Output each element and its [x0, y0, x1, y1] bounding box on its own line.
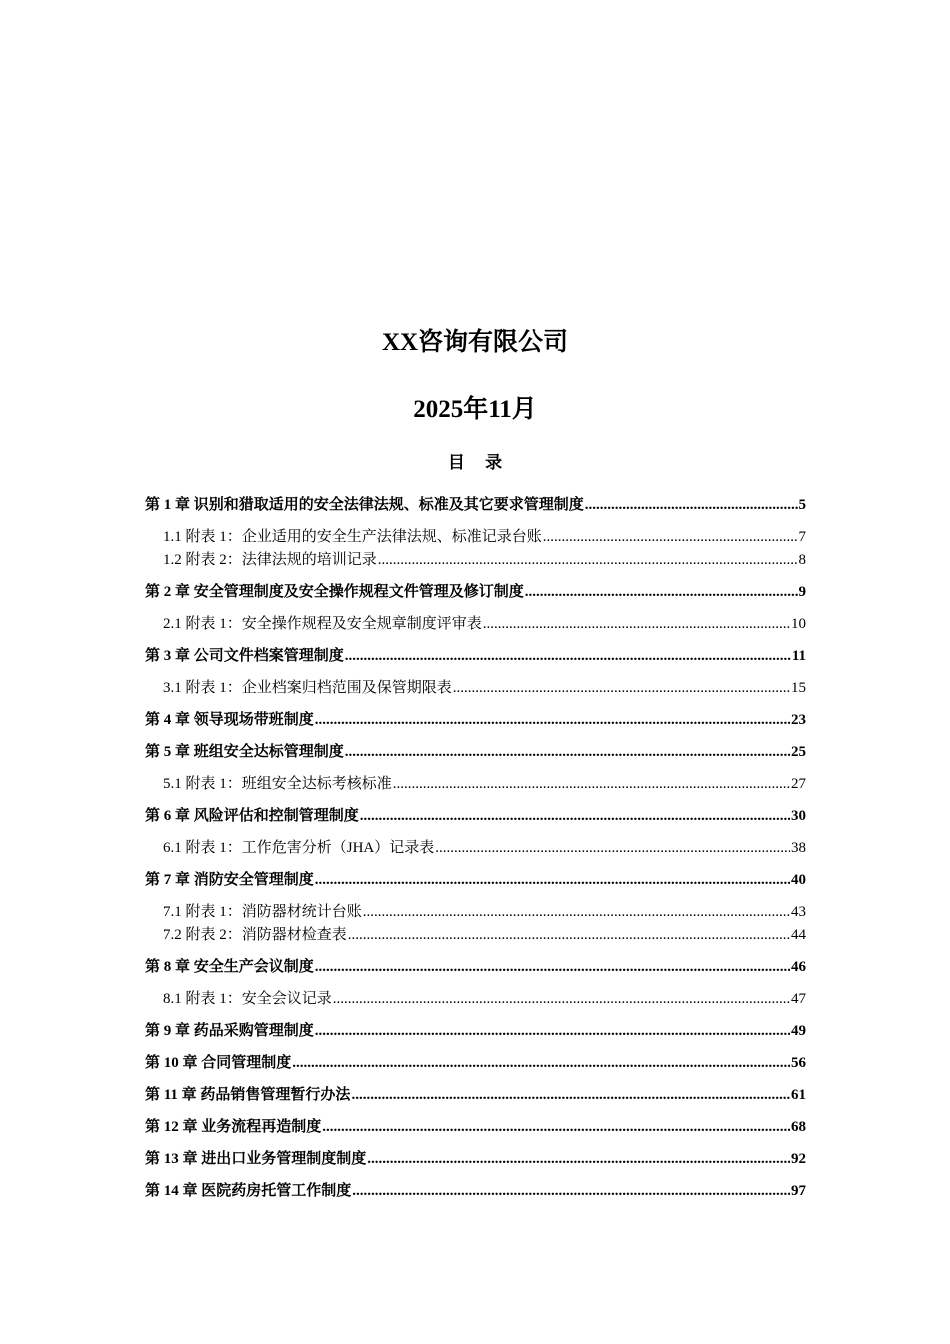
- toc-dot-leader: [352, 1180, 790, 1202]
- toc-entry-title: 2.1 附表 1：安全操作规程及安全规章制度评审表: [163, 616, 482, 632]
- toc-chapter-entry[interactable]: [145, 741, 806, 763]
- toc-dot-leader: [367, 1148, 790, 1170]
- toc-dot-leader: [315, 956, 790, 978]
- toc-page-number: 61: [791, 1087, 806, 1103]
- toc-entry-title: 第 3 章 公司文件档案管理制度: [145, 648, 344, 664]
- toc-dot-leader: [322, 1116, 790, 1138]
- toc-heading: 目 录: [447, 453, 511, 472]
- toc-dot-leader: [348, 924, 790, 946]
- toc-chapter-entry[interactable]: [145, 1020, 806, 1042]
- company-title: XX咨询有限公司: [381, 329, 569, 356]
- toc-dot-leader: [292, 1052, 790, 1074]
- toc-page-number: 8: [798, 552, 806, 568]
- toc-entry-title: 第 4 章 领导现场带班制度: [145, 712, 314, 728]
- toc-entry-title: 第 6 章 风险评估和控制管理制度: [145, 808, 359, 824]
- toc-page-number: 7: [798, 529, 806, 545]
- toc-entry-title: 第 13 章 进出口业务管理制度制度: [145, 1151, 367, 1167]
- toc-chapter-entry[interactable]: [145, 805, 806, 827]
- toc-page-number: 92: [791, 1151, 806, 1167]
- toc-dot-leader: [585, 494, 798, 516]
- toc-dot-leader: [378, 549, 798, 571]
- toc-dot-leader: [315, 869, 790, 891]
- toc-page-number: 56: [791, 1055, 806, 1071]
- toc-subentry[interactable]: [163, 773, 806, 795]
- toc-page-number: 5: [798, 497, 806, 513]
- toc-entry-title: 5.1 附表 1：班组安全达标考核标准: [163, 776, 392, 792]
- toc-subentry[interactable]: [163, 677, 806, 699]
- toc-entry-title: 第 1 章 识别和猎取适用的安全法律法规、标准及其它要求管理制度: [145, 497, 584, 513]
- document-date: 2025年11月: [413, 396, 537, 423]
- toc-chapter-entry[interactable]: [145, 956, 806, 978]
- toc-page-number: 40: [791, 872, 806, 888]
- toc-page-number: 47: [791, 991, 806, 1007]
- toc-dot-leader: [525, 581, 798, 603]
- toc-page-number: 27: [791, 776, 806, 792]
- toc-entry-title: 8.1 附表 1：安全会议记录: [163, 991, 332, 1007]
- toc-entry-title: 6.1 附表 1：工作危害分析（JHA）记录表: [163, 840, 435, 856]
- toc-chapter-entry[interactable]: [145, 709, 806, 731]
- toc-page-number: 25: [791, 744, 806, 760]
- toc-entry-title: 7.2 附表 2：消防器材检查表: [163, 927, 347, 943]
- toc-page-number: 15: [791, 680, 806, 696]
- toc-dot-leader: [483, 613, 790, 635]
- toc-subentry[interactable]: [163, 837, 806, 859]
- toc-entry-title: 1.2 附表 2：法律法规的培训记录: [163, 552, 377, 568]
- toc-page-number: 46: [791, 959, 806, 975]
- toc-dot-leader: [543, 526, 798, 548]
- toc-entry-title: 第 11 章 药品销售管理暂行办法: [145, 1087, 351, 1103]
- toc-page-number: 30: [791, 808, 806, 824]
- toc-chapter-entry[interactable]: [145, 1084, 806, 1106]
- toc-dot-leader: [345, 645, 791, 667]
- toc-chapter-entry[interactable]: [145, 869, 806, 891]
- toc-page-number: 9: [798, 584, 806, 600]
- toc-chapter-entry[interactable]: [145, 1180, 806, 1202]
- toc-chapter-entry[interactable]: [145, 645, 806, 667]
- toc-dot-leader: [315, 709, 790, 731]
- toc-subentry[interactable]: [163, 988, 806, 1010]
- toc-entry-title: 第 9 章 药品采购管理制度: [145, 1023, 314, 1039]
- toc-page-number: 44: [791, 927, 806, 943]
- toc-dot-leader: [351, 1084, 790, 1106]
- toc-page-number: 43: [791, 904, 806, 920]
- toc-dot-leader: [435, 837, 790, 859]
- toc-dot-leader: [453, 677, 790, 699]
- toc-subentry[interactable]: [163, 924, 806, 946]
- toc-subentry[interactable]: [163, 613, 806, 635]
- toc-entry-title: 7.1 附表 1：消防器材统计台账: [163, 904, 362, 920]
- toc-entry-title: 第 10 章 合同管理制度: [145, 1055, 292, 1071]
- toc-chapter-entry[interactable]: [145, 1116, 806, 1138]
- toc-dot-leader: [393, 773, 790, 795]
- toc-subentry[interactable]: [163, 526, 806, 548]
- toc-dot-leader: [360, 805, 790, 827]
- toc-entry-title: 第 14 章 医院药房托管工作制度: [145, 1183, 352, 1199]
- toc-dot-leader: [363, 901, 790, 923]
- toc-entry-title: 3.1 附表 1：企业档案归档范围及保管期限表: [163, 680, 452, 696]
- table-of-contents: [145, 0, 806, 1344]
- toc-page-number: 23: [791, 712, 806, 728]
- toc-chapter-entry[interactable]: [145, 1052, 806, 1074]
- toc-page-number: 11: [791, 648, 806, 664]
- toc-dot-leader: [315, 1020, 790, 1042]
- toc-chapter-entry[interactable]: [145, 494, 806, 516]
- toc-dot-leader: [333, 988, 790, 1010]
- toc-subentry[interactable]: [163, 549, 806, 571]
- toc-entry-title: 第 5 章 班组安全达标管理制度: [145, 744, 344, 760]
- toc-page-number: 10: [791, 616, 806, 632]
- toc-dot-leader: [345, 741, 790, 763]
- toc-chapter-entry[interactable]: [145, 581, 806, 603]
- toc-page-number: 49: [791, 1023, 806, 1039]
- toc-page-number: 38: [791, 840, 806, 856]
- toc-page-number: 97: [791, 1183, 806, 1199]
- toc-entry-title: 第 7 章 消防安全管理制度: [145, 872, 314, 888]
- toc-entry-title: 第 8 章 安全生产会议制度: [145, 959, 314, 975]
- toc-entry-title: 第 2 章 安全管理制度及安全操作规程文件管理及修订制度: [145, 584, 524, 600]
- toc-entry-title: 第 12 章 业务流程再造制度: [145, 1119, 322, 1135]
- toc-subentry[interactable]: [163, 901, 806, 923]
- toc-entry-title: 1.1 附表 1：企业适用的安全生产法律法规、标准记录台账: [163, 529, 542, 545]
- toc-chapter-entry[interactable]: [145, 1148, 806, 1170]
- toc-page-number: 68: [791, 1119, 806, 1135]
